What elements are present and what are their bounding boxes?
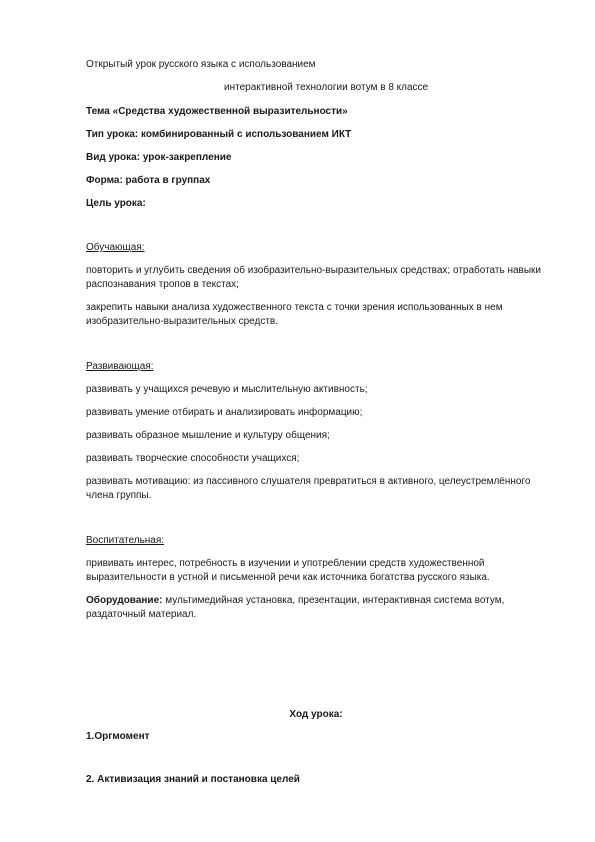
- lesson-type: Тип урока: комбинированный с использованием ИКТ: [86, 129, 352, 140]
- teaching-item-2: закрепить навыки анализа художественного текста с точки зрения использованных в нем изобразительно-выразительных средств.: [86, 302, 503, 327]
- developing-item-4: развивать творческие способности учащихся;: [86, 453, 300, 464]
- lesson-form: Форма: работа в группах: [86, 175, 211, 186]
- developing-heading: Развивающая:: [86, 361, 154, 372]
- lesson-kind: Вид урока: урок-закрепление: [86, 152, 232, 163]
- developing-item-2: развивать умение отбирать и анализировать информацию;: [86, 407, 363, 418]
- developing-item-3: развивать образное мышление и культуру общения;: [86, 430, 330, 441]
- lesson-goal: Цель урока:: [86, 198, 146, 209]
- lesson-topic: Тема «Средства художественной выразительности»: [86, 106, 348, 117]
- teaching-heading: Обучающая:: [86, 242, 145, 253]
- equipment-label: Оборудование:: [86, 595, 163, 606]
- course-step-1: 1.Оргмомент: [86, 731, 150, 742]
- equipment-text: мультимедийная установка, презентации, интерактивная система вотум, раздаточный материал.: [86, 595, 505, 620]
- course-step-2: 2. Активизация знаний и постановка целей: [86, 774, 300, 785]
- header-line-2: интерактивной технологии вотум в 8 классе: [224, 82, 429, 93]
- header-line-1: Открытый урок русского языка с использованием: [86, 59, 316, 70]
- equipment-paragraph: [86, 594, 546, 622]
- course-title: Ход урока:: [289, 709, 343, 720]
- teaching-item-1: повторить и углубить сведения об изобразительно-выразительных средствах; отработать навыки распознавания тропов в текстах;: [86, 265, 542, 290]
- developing-item-5: развивать мотивацию: из пассивного слушателя превратиться в активного, целеустремлённого члена группы.: [86, 476, 531, 501]
- educational-item-1: прививать интерес, потребность в изучении и употреблении средств художественной выразительности в устной и письменной речи как источника богатства русского языка.: [86, 558, 490, 583]
- educational-heading: Воспитательная:: [86, 535, 165, 546]
- developing-item-1: развивать у учащихся речевую и мыслительную активность;: [86, 384, 368, 395]
